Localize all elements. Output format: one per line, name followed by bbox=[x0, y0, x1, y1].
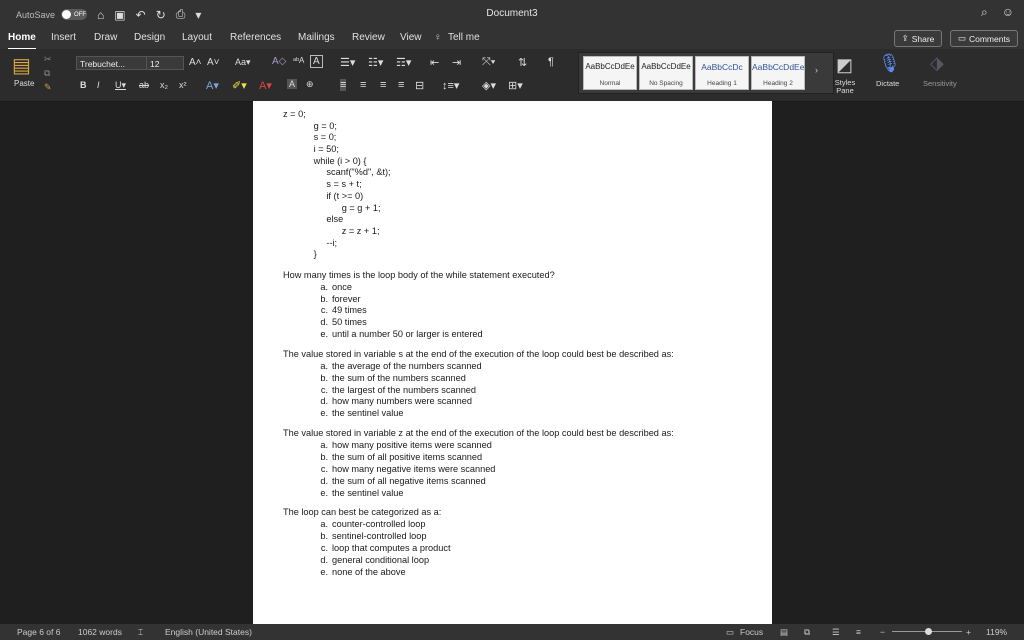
style-sample: AaBbCcDc bbox=[701, 62, 743, 72]
option-letter: c. bbox=[320, 463, 328, 474]
superscript-button[interactable]: x² bbox=[179, 80, 187, 90]
option-text: how many negative items were scanned bbox=[332, 463, 496, 474]
font-name-select[interactable]: Trebuchet... bbox=[76, 56, 156, 70]
tab-insert[interactable]: Insert bbox=[51, 32, 77, 43]
option-letter: b. bbox=[320, 451, 328, 462]
question-block bbox=[283, 428, 753, 499]
question-text: The loop can best be categorized as a: bbox=[283, 507, 442, 518]
question-block bbox=[283, 270, 753, 341]
title-bar bbox=[0, 0, 1024, 27]
format-painter-icon[interactable]: ✎ bbox=[44, 82, 52, 92]
option-text: none of the above bbox=[332, 566, 406, 577]
search-icon[interactable]: ⌕ bbox=[981, 5, 988, 19]
option-text: sentinel-controlled loop bbox=[332, 531, 427, 541]
option-text: 50 times bbox=[332, 317, 367, 328]
comment-icon: ▭ bbox=[957, 33, 966, 43]
align-right-icon[interactable]: ≡ bbox=[380, 79, 387, 91]
code-line: s = s + t; bbox=[283, 179, 362, 190]
style-name: Heading 2 bbox=[763, 80, 793, 87]
option-letter: b. bbox=[320, 372, 328, 383]
question-block bbox=[283, 507, 753, 578]
outline-icon[interactable]: ☰ bbox=[832, 627, 840, 637]
tab-layout[interactable]: Layout bbox=[182, 32, 213, 43]
option-letter: a. bbox=[320, 439, 328, 450]
option-letter: c. bbox=[320, 542, 328, 553]
code-line: } bbox=[283, 249, 317, 260]
answer-option bbox=[283, 567, 753, 579]
answer-option bbox=[283, 408, 753, 420]
account-icon[interactable]: ☺ bbox=[1001, 5, 1014, 19]
style-sample: AaBbCcDdEe bbox=[585, 62, 635, 71]
answer-option bbox=[283, 305, 753, 317]
ribbon-tabs bbox=[0, 27, 1024, 49]
document-page[interactable] bbox=[253, 101, 772, 624]
answer-option bbox=[283, 385, 753, 397]
word-count[interactable]: 1062 words bbox=[78, 627, 122, 637]
option-text: the sentinel value bbox=[332, 487, 404, 498]
font-color-icon[interactable]: A▾ bbox=[259, 80, 272, 92]
tab-home[interactable]: Home bbox=[8, 32, 36, 43]
style-heading-2[interactable] bbox=[751, 56, 805, 90]
sensitivity-label[interactable]: Sensitivity bbox=[923, 79, 957, 88]
option-letter: c. bbox=[320, 305, 328, 316]
microphone-icon[interactable]: 🎙 bbox=[878, 53, 901, 73]
zoom-out-button[interactable]: − bbox=[880, 627, 885, 637]
draft-icon[interactable]: ≡ bbox=[856, 627, 861, 637]
answer-option bbox=[283, 440, 753, 452]
asian-layout-icon[interactable]: ⤧▾ bbox=[482, 56, 496, 68]
option-letter: e. bbox=[320, 408, 328, 419]
phonetic-guide-icon[interactable]: ᵃᵇA bbox=[293, 56, 305, 65]
option-text: the average of the numbers scanned bbox=[332, 360, 482, 371]
share-label: Share bbox=[911, 33, 935, 44]
status-bar bbox=[0, 624, 1024, 640]
answer-option bbox=[283, 329, 753, 341]
comments-button[interactable] bbox=[950, 30, 1018, 47]
code-line: g = g + 1; bbox=[283, 202, 381, 213]
paste-icon[interactable]: ▤ bbox=[12, 55, 31, 77]
code-line: while (i > 0) { bbox=[283, 155, 367, 166]
option-letter: e. bbox=[320, 566, 328, 577]
option-letter: b. bbox=[320, 293, 328, 304]
option-letter: a. bbox=[320, 360, 328, 371]
autosave-state: OFF bbox=[74, 11, 87, 18]
page-count[interactable]: Page 6 of 6 bbox=[17, 627, 61, 637]
option-text: the sum of all positive items scanned bbox=[332, 451, 483, 462]
tell-me-search[interactable]: Tell me bbox=[448, 32, 480, 43]
autosave-label: AutoSave bbox=[16, 9, 56, 20]
show-formatting-icon[interactable]: ¶ bbox=[548, 56, 554, 68]
option-text: the largest of the numbers scanned bbox=[332, 384, 477, 395]
copy-icon[interactable]: ⧉ bbox=[44, 68, 51, 78]
question-block bbox=[283, 349, 753, 420]
option-text: loop that computes a product bbox=[332, 542, 451, 553]
zoom-in-button[interactable]: + bbox=[966, 627, 971, 637]
character-border-icon[interactable]: A bbox=[310, 55, 323, 68]
redo-icon[interactable]: ↻ bbox=[155, 7, 166, 22]
code-line: --i; bbox=[283, 237, 338, 248]
highlight-icon[interactable]: ✐▾ bbox=[232, 80, 247, 92]
underline-button[interactable]: U▾ bbox=[115, 80, 127, 90]
option-letter: d. bbox=[320, 317, 328, 328]
option-text: once bbox=[332, 281, 352, 292]
option-text: the sentinel value bbox=[332, 408, 404, 419]
web-layout-icon[interactable]: ⧉ bbox=[804, 627, 811, 637]
document-body[interactable] bbox=[283, 109, 753, 579]
style-normal[interactable] bbox=[583, 56, 637, 90]
lightbulb-icon: ♀ bbox=[434, 32, 442, 43]
italic-button[interactable]: I bbox=[97, 80, 100, 90]
option-text: forever bbox=[332, 293, 361, 304]
tab-references[interactable]: References bbox=[230, 32, 282, 43]
style-sample: AaBbCcDdEe bbox=[641, 62, 691, 71]
cut-icon[interactable]: ✂ bbox=[44, 54, 52, 64]
share-button[interactable] bbox=[894, 30, 942, 47]
tab-mailings[interactable]: Mailings bbox=[298, 32, 335, 43]
comments-label: Comments bbox=[968, 33, 1011, 44]
answer-option bbox=[283, 464, 753, 476]
option-text: how many positive items were scanned bbox=[332, 439, 492, 450]
code-line: z = 0; bbox=[283, 109, 306, 119]
tab-draw[interactable]: Draw bbox=[94, 32, 118, 43]
question-text: The value stored in variable z at the end of the execution of the loop could best be described as: bbox=[283, 428, 674, 439]
answer-option bbox=[283, 555, 753, 567]
paste-label[interactable]: Paste bbox=[14, 79, 35, 88]
code-line: i = 50; bbox=[283, 144, 339, 155]
option-text: counter-controlled loop bbox=[332, 519, 426, 530]
font-size-select[interactable]: 12 bbox=[146, 56, 184, 70]
change-case-icon[interactable]: Aa▾ bbox=[235, 57, 251, 67]
print-layout-icon[interactable]: ▤ bbox=[780, 627, 789, 637]
home-icon[interactable]: ⌂ bbox=[97, 7, 105, 22]
align-left-icon[interactable]: ≡ bbox=[340, 79, 347, 91]
focus-button[interactable]: Focus bbox=[740, 627, 764, 637]
code-line: else bbox=[283, 214, 344, 225]
bold-button[interactable]: B bbox=[80, 80, 87, 90]
option-letter: b. bbox=[320, 531, 328, 541]
option-letter: e. bbox=[320, 487, 328, 498]
print-icon[interactable]: ⎙ bbox=[175, 7, 186, 21]
style-no-spacing[interactable] bbox=[639, 56, 693, 90]
tab-design[interactable]: Design bbox=[134, 32, 166, 43]
character-shading-icon[interactable]: A bbox=[289, 79, 296, 89]
shading-icon[interactable]: ◈▾ bbox=[482, 80, 496, 92]
clear-formatting-icon[interactable]: A◇ bbox=[272, 56, 287, 67]
code-line: z = z + 1; bbox=[283, 225, 380, 236]
styles-pane-icon[interactable]: ◩ bbox=[836, 55, 854, 75]
code-line: g = 0; bbox=[283, 120, 337, 131]
style-sample: AaBbCcDdEe bbox=[752, 62, 804, 72]
code-line: if (t >= 0) bbox=[283, 190, 364, 201]
option-text: how many numbers were scanned bbox=[332, 396, 472, 407]
answer-option bbox=[283, 282, 753, 294]
question-text: How many times is the loop body of the while statement executed? bbox=[283, 269, 555, 280]
save-icon[interactable]: ▣ bbox=[114, 7, 126, 22]
option-letter: a. bbox=[320, 519, 328, 530]
option-letter: a. bbox=[320, 281, 328, 292]
share-icon: ⇪ bbox=[901, 33, 909, 43]
code-line: s = 0; bbox=[283, 132, 337, 143]
proofing-icon[interactable]: ⌶ bbox=[138, 627, 144, 637]
multilevel-list-icon[interactable]: ☶▾ bbox=[396, 57, 412, 69]
styles-gallery bbox=[578, 52, 834, 94]
ribbon bbox=[0, 49, 1024, 102]
answer-option bbox=[283, 373, 753, 385]
subscript-button[interactable]: x₂ bbox=[160, 80, 168, 90]
answer-option bbox=[283, 531, 753, 543]
question-text: The value stored in variable s at the end of the execution of the loop could best be described as: bbox=[283, 349, 674, 360]
style-name: Heading 1 bbox=[707, 80, 737, 87]
option-text: general conditional loop bbox=[332, 554, 430, 565]
code-line: scanf("%d", &t); bbox=[283, 167, 391, 178]
answer-option bbox=[283, 396, 753, 408]
distributed-icon[interactable]: ⊟ bbox=[415, 80, 425, 92]
answer-option bbox=[283, 361, 753, 373]
style-name: No Spacing bbox=[649, 80, 683, 87]
line-spacing-icon[interactable]: ↕≡▾ bbox=[442, 80, 460, 92]
document-title: Document3 bbox=[486, 8, 538, 19]
sensitivity-icon[interactable]: ⬗ bbox=[930, 53, 944, 73]
answer-option bbox=[283, 317, 753, 329]
styles-more-icon[interactable]: › bbox=[815, 65, 818, 75]
tab-review[interactable]: Review bbox=[352, 32, 385, 43]
strikethrough-button[interactable]: ab bbox=[139, 80, 150, 90]
zoom-slider-thumb[interactable] bbox=[925, 628, 932, 635]
justify-icon[interactable]: ≡ bbox=[398, 79, 405, 91]
tab-view[interactable]: View bbox=[400, 32, 422, 43]
option-letter: d. bbox=[320, 475, 328, 486]
enclose-characters-icon[interactable]: ⊕ bbox=[306, 79, 314, 89]
customize-toolbar-icon[interactable]: ▾ bbox=[195, 7, 202, 22]
increase-indent-icon[interactable]: ⇥ bbox=[452, 57, 462, 69]
answer-option bbox=[283, 452, 753, 464]
option-letter: c. bbox=[320, 384, 328, 395]
style-name: Normal bbox=[599, 80, 621, 87]
grow-font-icon[interactable]: A˄ bbox=[189, 57, 202, 68]
option-letter: e. bbox=[320, 329, 328, 340]
sort-icon[interactable]: ⇅ bbox=[518, 57, 528, 69]
undo-icon[interactable]: ↶ bbox=[135, 7, 146, 22]
borders-icon[interactable]: ⊞▾ bbox=[508, 80, 523, 92]
answer-option bbox=[283, 543, 753, 555]
styles-pane-label[interactable]: Styles Pane bbox=[834, 78, 856, 95]
decrease-indent-icon[interactable]: ⇤ bbox=[430, 57, 440, 69]
focus-icon[interactable]: ▭ bbox=[726, 627, 735, 637]
answer-option bbox=[283, 519, 753, 531]
option-text: until a number 50 or larger is entered bbox=[332, 329, 483, 340]
option-letter: d. bbox=[320, 396, 328, 407]
language-status[interactable]: English (United States) bbox=[165, 627, 252, 637]
zoom-level[interactable]: 119% bbox=[986, 627, 1008, 637]
option-text: the sum of the numbers scanned bbox=[332, 372, 466, 383]
dictate-label[interactable]: Dictate bbox=[876, 79, 900, 88]
style-heading-1[interactable] bbox=[695, 56, 749, 90]
shrink-font-icon[interactable]: A˅ bbox=[207, 57, 220, 68]
answer-option bbox=[283, 294, 753, 306]
text-effects-icon[interactable]: A▾ bbox=[206, 80, 219, 92]
bullets-icon[interactable]: ☰▾ bbox=[340, 57, 356, 69]
answer-option bbox=[283, 488, 753, 500]
option-text: the sum of all negative items scanned bbox=[332, 475, 486, 486]
answer-option bbox=[283, 476, 753, 488]
option-text: 49 times bbox=[332, 305, 367, 316]
option-letter: d. bbox=[320, 554, 328, 565]
numbering-icon[interactable]: ☷▾ bbox=[368, 57, 384, 69]
align-center-icon[interactable]: ≡ bbox=[360, 79, 367, 91]
